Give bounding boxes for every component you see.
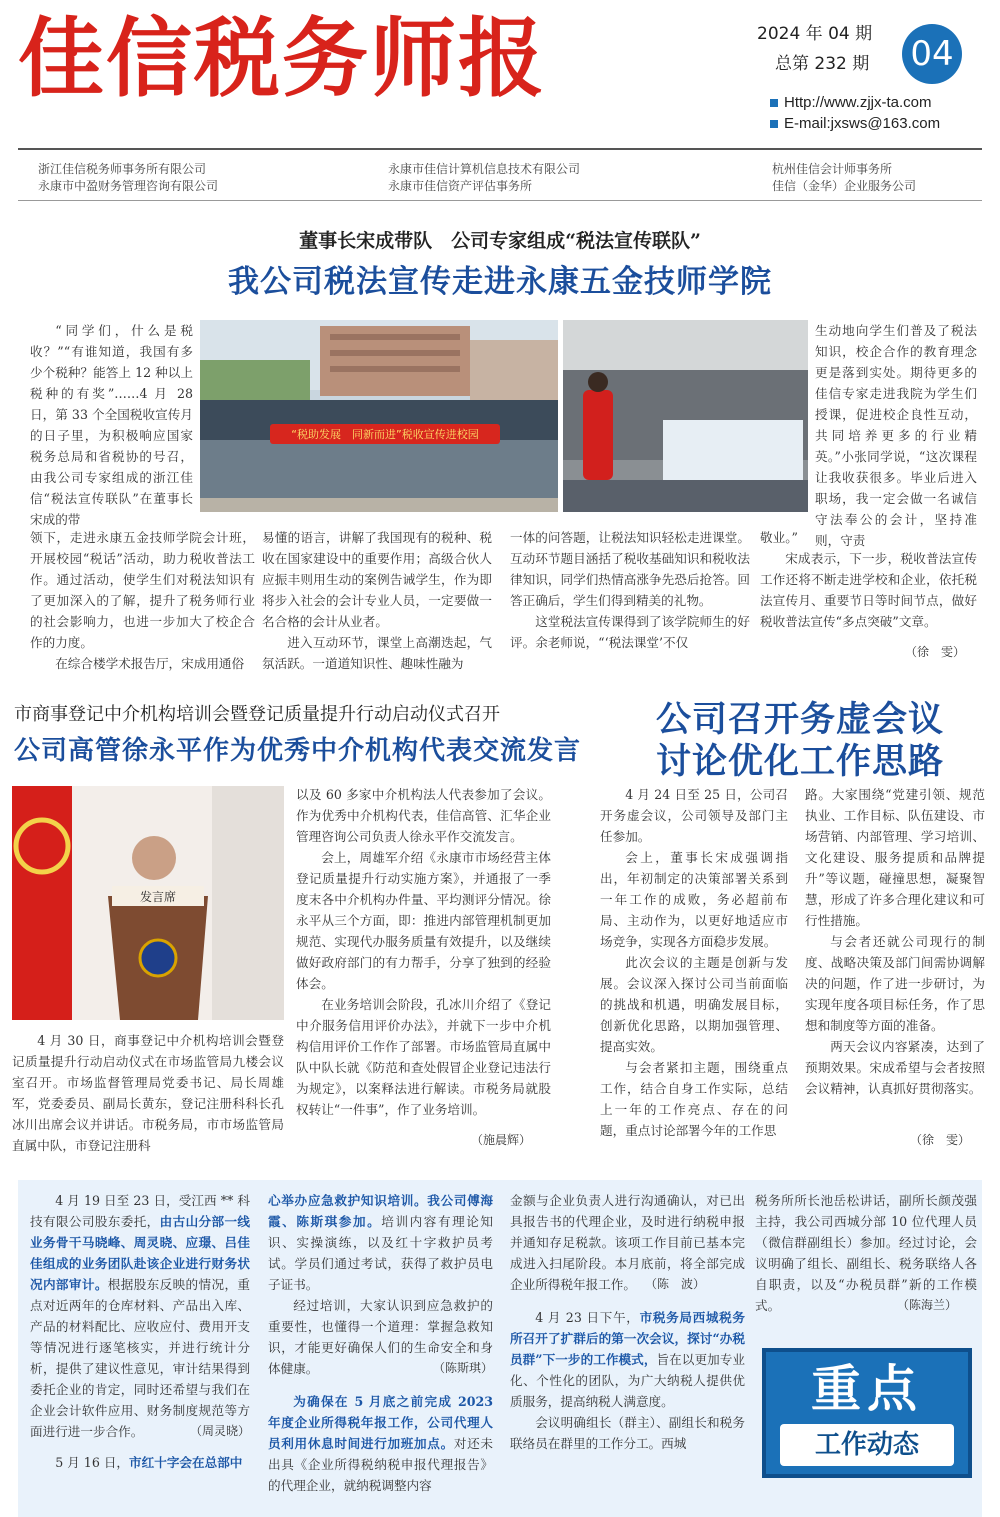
contact-url[interactable] <box>770 92 932 114</box>
bottom-col1: 4 月 19 日至 23 日，受江西 ** 科技有限公司股东委托，由古山分部一线业务骨干马晓峰、周灵晓、应璟、吕佳佳组成的业务团队赴该企业进行财务状况内部审计。根据股东反映的情况，重点对近两年的仓库材料、产品出入库、产品的材料配比、应收应付、费用开支等情况进行逐笔核实，并进行统计分析，提供了建议性意见，审计结果得到委托企业的肯定，同时还希望与我们在企业会计软件应用、财务制度规范等方面进行进一步合作。 （周灵晓） 5 月 16 日，市红十字会在总部中 <box>30 1193 251 1470</box>
speaker-photo-image <box>12 786 284 1020</box>
contact-email[interactable] <box>770 113 940 135</box>
article3-headline-2: 讨论优化工作思路 <box>655 741 944 782</box>
firm-name: 永康市中盈财务管理咨询有限公司 <box>38 179 219 193</box>
article1-col4-top: 生动地向学生们普及了税法知识，校企合作的教育理念更是落到实处。期待更多的佳信专家走进我院为学生们授课，促进校企良性互动，共同培养更多的行业精英。”小张同学说，“这次课程让我收获很多。毕业后进入职场，我一定会做一名诚信守法奉公的会计，坚持准则，守责 <box>815 323 977 548</box>
issue-badge: 04 <box>902 24 962 84</box>
article3-colA: 4 月 24 日至 25 日，公司召开务虚会议，公司领导及部门主任参加。 会上，董事长宋成强调指出，年初制定的决策部署关系到一年工作的成败，务必超前布局、主动作为，以更好地适应市场竞争，实现各方面稳步发展。 此次会议的主题是创新与发展。会议深入探讨公司当前面临的挑战和机遇，明确发展目标，创新优化思路，以期加强管理、提高实效。 与会者紧扣主题，围绕重点工作，结合自身工作实际，总结上一年的工作亮点、存在的问题，重点讨论部署今年的工作思 <box>600 787 788 1138</box>
issue-line: 2024 年 04 期 <box>757 24 873 44</box>
article2-headline: 公司高管徐永平作为优秀中介机构代表交流发言 <box>14 736 582 766</box>
badge-title: 重点 <box>811 1360 923 1418</box>
firm-name: 永康市佳信资产评估事务所 <box>388 179 533 193</box>
article1-col2: 易懂的语言，讲解了我国现有的税种、税收在国家建设中的重要作用；高级合伙人应振丰则用生动的案例告诫学生，作为即将步入社会的会计专业人员，一定要做一名合格的会计从业者。 进入互动环节，课堂上高潮迭起，气氛活跃。一道道知识性、趣味性融为 <box>262 530 492 671</box>
c2-byline: （陈斯琪） <box>432 1361 493 1375</box>
c3-byline: （陈 波） <box>644 1277 705 1291</box>
article1-kicker: 董事长宋成带队 公司专家组成“税法宣传联队” <box>299 230 701 252</box>
issue-total: 总第 232 期 <box>775 54 870 74</box>
article1-col3: 一体的问答题，让税法知识轻松走进课堂。互动环节题目涵括了税收基础知识和税收法律知识，同学们热情高涨争先恐后抢答。回答正确后，学生们得到精美的礼物。 这堂税法宣传课得到了该学院师生的好评。余老师说，“‘税法课堂’不仅 <box>510 530 750 650</box>
c1-byline: （周灵晓） <box>189 1424 250 1438</box>
article3-colB: 路。大家围绕“党建引领、规范执业、工作目标、队伍建设、市场营销、内部管理、学习培训、文化建设、服务提质和品牌提升”等议题，碰撞思想，凝聚智慧，形成了许多合理化建议和可行性措施。 与会者还就公司现行的制度、战略决策及部门间需协调解决的问题，作了进一步研讨，为实现年度各项目标任务，作了思想和制度等方面的准备。 两天会议内容紧凑，达到了预期效果。宋成希望与会者按照会议精神，认真抓好贯彻落实。 <box>805 787 985 1096</box>
photo-banner-text: “税助发展 同新而进”税收宣传进校园 <box>291 428 479 441</box>
article1-col4: 敬业。” 宋成表示，下一步，税收普法宣传工作还将不断走进学校和企业，依托税法宣传月、重要节日等时间节点，做好税收普法宣传“多点突破”文章。 <box>760 530 977 629</box>
firm-name: 杭州佳信会计师事务所 <box>772 162 893 176</box>
article2-left: 4 月 30 日，商事登记中介机构培训会暨登记质量提升行动启动仪式在市场监管局九楼会议室召开。市场监督管理局党委书记、局长周雄军，党委委员、副局长黄东，登记注册科科长孔冰川出席会议并讲话。市税务局，市市场监管局直属中队，市登记注册科 <box>12 1033 284 1153</box>
classroom-photo <box>563 320 808 512</box>
article2-kicker: 市商事登记中介机构培训会暨登记质量提升行动启动仪式召开 <box>14 704 500 725</box>
bottom-col3: 金额与企业负责人进行沟通确认，对已出具报告书的代理企业，及时进行纳税申报并通知存足税款。该项工作目前已基本完成进入扫尾阶段。本月底前，将全部完成企业所得税年报工作。 （陈 波） 4 月 23 日下午，市税务局西城税务所召开了扩群后的第一次会议，探讨“办税员群”下一步的工作模式，旨在以更加专业化、个性化的团队，为广大纳税人提供优质服务，提高纳税人满意度。 会议明确组长（群主）、副组长和税务联络员在群里的工作分工。西城 <box>510 1193 745 1451</box>
article2-byline: （施晨辉） <box>470 1133 531 1147</box>
article1-headline: 我公司税法宣传走进永康五金技师学院 <box>228 264 772 300</box>
group-photo <box>200 320 558 512</box>
group-photo-image <box>200 320 558 512</box>
bottom-col2: 心举办应急救护知识培训。我公司傅海霞、陈斯琪参加。培训内容有理论知识、实操演练，以及红十字救护员考试。学员们通过考试，获得了救护员电子证书。 经过培训，大家认识到应急救护的重要性，也懂得一个道理：掌握急救知识，才能更好确保人们的生命安全和身体健康。 （陈斯琪） 为确保在 5 月底之前完成 2023 年度企业所得税年报工作，公司代理人员利用休息时间进行加班加点。对还未出具《企业所得税纳税申报代理报告》的代理企业，就纳税调整内容 <box>268 1193 494 1493</box>
url-text: Http://www.zjjx-ta.com <box>784 94 932 111</box>
bullet-icon <box>770 120 778 128</box>
classroom-photo-image <box>563 320 808 512</box>
speaker-photo <box>12 786 284 1020</box>
article1-byline: （徐 雯） <box>904 645 965 659</box>
firm-name: 佳信（金华）企业服务公司 <box>772 179 917 193</box>
podium-plate-text: 发言席 <box>139 890 177 904</box>
article3-headline-1: 公司召开务虚会议 <box>655 699 944 740</box>
email-text: E-mail:jxsws@163.com <box>784 115 941 132</box>
masthead-title: 佳信税务师报 <box>18 9 546 109</box>
badge-subtitle: 工作动态 <box>814 1430 919 1460</box>
firm-name: 浙江佳信税务师事务所有限公司 <box>38 162 207 176</box>
firms-rule <box>18 200 982 201</box>
firm-name: 永康市佳信计算机信息技术有限公司 <box>388 162 581 176</box>
bottom-col4: 税务所所长池岳松讲话，副所长颜茂强主持，我公司西城分部 10 位代理人员（微信群副组长）参加。经过讨论，会议明确了组长、副组长、税务联络人各自职责，以及“办税员群”新的工作模式。 （陈海兰） <box>755 1190 977 1316</box>
article3-byline: （徐 雯） <box>909 1133 970 1147</box>
article1-col1-top: “同学们，什么是税收？”“有谁知道，我国有多少个税种？能答上 12 种以上税种的有奖”……4 月 28 日，第 33 个全国税收宣传月的日子里，为积极响应国家税务总局和省税协的号召，由我公司专家组成的浙江佳信“税法宣传联队”在董事长宋成的带 <box>30 323 193 527</box>
article2-right: 以及 60 多家中介机构法人代表参加了会议。作为优秀中介机构代表，佳信高管、汇华企业管理咨询公司负责人徐永平作交流发言。 会上，周雄军介绍《永康市市场经营主体登记质量提升行动实施方案》，并通报了一季度末各中介机构办件量、平均测评分情况。徐永平从三个方面，即：推进内部管理机制更加规范、实现代办服务质量有效提升，以及继续做好政府部门的有力帮手，分享了独到的经验体会。 在业务培训会阶段，孔冰川介绍了《登记中介服务信用评价办法》，并就下一步中介机构信用评价工作作了部署。市场监管局直属中队中队长就《防范和查处假冒企业登记违法行为规定》，以案释法进行解读。市税务局就股权转让“一件事”，作了业务培训。 <box>296 787 551 1117</box>
article1-col1: 领下，走进永康五金技师学院会计班，开展校园“税话”活动，助力税收普法工作。通过活动，使学生们对税法知识有了更加深入的了解，提升了税务师行业的社会影响力，也进一步加大了校企合作的力度。 在综合楼学术报告厅，宋成用通俗 <box>30 530 255 671</box>
c4-byline: （陈海兰） <box>896 1298 957 1312</box>
bullet-icon <box>770 99 778 107</box>
key-work-badge <box>762 1348 972 1478</box>
top-rule <box>18 148 982 150</box>
